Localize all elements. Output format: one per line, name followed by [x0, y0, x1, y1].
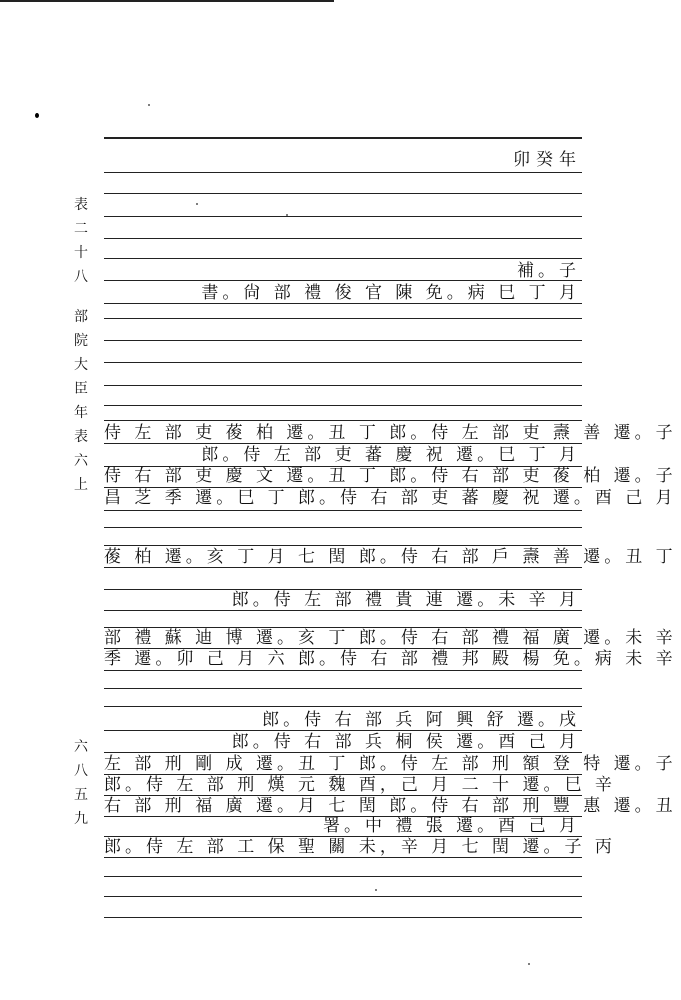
table-rule	[104, 216, 582, 217]
side-title-char: 二	[74, 221, 88, 237]
side-title-char: 六	[74, 453, 88, 469]
side-title	[72, 193, 90, 497]
table-row: 郎。侍 左 部 禮 貴 連 遷。未 辛 月	[231, 590, 580, 610]
table-rule	[104, 688, 582, 689]
scan-speck	[528, 963, 530, 965]
side-title-char: 上	[74, 477, 88, 493]
page-number-char: 五	[74, 787, 88, 803]
page-number-char: 九	[74, 811, 88, 827]
table-rule	[104, 238, 582, 239]
side-title-char: 表	[74, 197, 88, 213]
table-rule	[104, 318, 582, 319]
table-rule	[104, 405, 582, 406]
table-row: 郎。侍 右 部 兵 阿 興 舒 遷。戌	[262, 710, 580, 730]
table-row: 左 部 刑 剛 成 遷。丑 丁 郎。侍 左 部 刑 額 登 特 遷。子	[104, 754, 677, 774]
table-row: 昌 芝 季 遷。巳 丁 郎。侍 右 部 吏 蕃 慶 祝 遷。酉 己 月	[104, 488, 677, 508]
table-row: 郎。侍 右 部 兵 桐 侯 遷。酉 己 月	[231, 732, 580, 752]
table-rule	[104, 876, 582, 877]
side-title-char: 大	[74, 357, 88, 373]
margin-dot	[35, 113, 39, 118]
table-rule	[104, 258, 582, 259]
table-rule	[104, 706, 582, 707]
table-rule	[104, 340, 582, 341]
side-title-char: 十	[74, 245, 88, 261]
table-row: 侍 左 部 吏 葰 柏 遷。丑 丁 郎。侍 左 部 吏 燾 善 遷。子	[104, 423, 677, 443]
table-rule	[104, 137, 582, 139]
table-row: 侍 右 部 吏 慶 文 遷。丑 丁 郎。侍 右 部 吏 葰 柏 遷。子	[104, 466, 677, 486]
table-rule	[104, 917, 582, 918]
table-row: 葰 柏 遷。亥 丁 月 七 閏 郎。侍 右 部 戶 燾 善 遷。丑 丁	[104, 547, 677, 567]
scan-speck	[375, 889, 377, 891]
side-title-char: 表	[74, 429, 88, 445]
side-title-char: 部	[74, 309, 88, 325]
side-title-char: 八	[74, 269, 88, 285]
table-rule	[104, 172, 582, 173]
table-rule	[104, 420, 582, 421]
scan-speck	[148, 104, 150, 106]
table-rule	[104, 896, 582, 897]
side-title-char: 年	[74, 405, 88, 421]
side-title-char: 臣	[74, 381, 88, 397]
table-row: 郎。侍 左 部 刑 熯 元 魏 酉，己 月 二 十 遷。巳 辛	[104, 775, 616, 795]
table-row: 郎。侍 左 部 吏 蕃 慶 祝 遷。巳 丁 月	[201, 445, 580, 465]
table-row: 書。尙 部 禮 俊 官 陳 免。病 巳 丁 月	[201, 283, 580, 303]
table-rule	[104, 510, 582, 511]
scan-speck	[196, 203, 198, 205]
table-rule	[104, 362, 582, 363]
table-row: 右 部 刑 福 廣 遷。月 七 閏 郎。侍 右 部 刑 豐 惠 遷。丑	[104, 796, 677, 816]
page-number-char: 六	[74, 739, 88, 755]
top-border-line	[0, 0, 334, 2]
year-header: 卯癸年	[513, 150, 582, 170]
table-rule	[104, 385, 582, 386]
table-rule	[104, 670, 582, 671]
table-row: 部 禮 蘇 迪 博 遷。亥 丁 郎。侍 右 部 禮 福 廣 遷。未 辛	[104, 628, 677, 648]
scan-speck	[286, 214, 288, 216]
page-number-char: 八	[74, 763, 88, 779]
table-row: 署。中 禮 張 遷。酉 己 月	[322, 816, 580, 836]
side-title-char: 院	[74, 333, 88, 349]
table-row: 郎。侍 左 部 工 保 聖 關 未，辛 月 七 閏 遷。子 丙	[104, 837, 616, 857]
table-rule	[104, 527, 582, 528]
table-row: 補。子	[517, 261, 580, 281]
table-rule	[104, 193, 582, 194]
page-number	[72, 735, 90, 831]
table-row: 季 遷。卯 己 月 六 郎。侍 右 部 禮 邦 殿 楊 免。病 未 辛	[104, 649, 677, 669]
